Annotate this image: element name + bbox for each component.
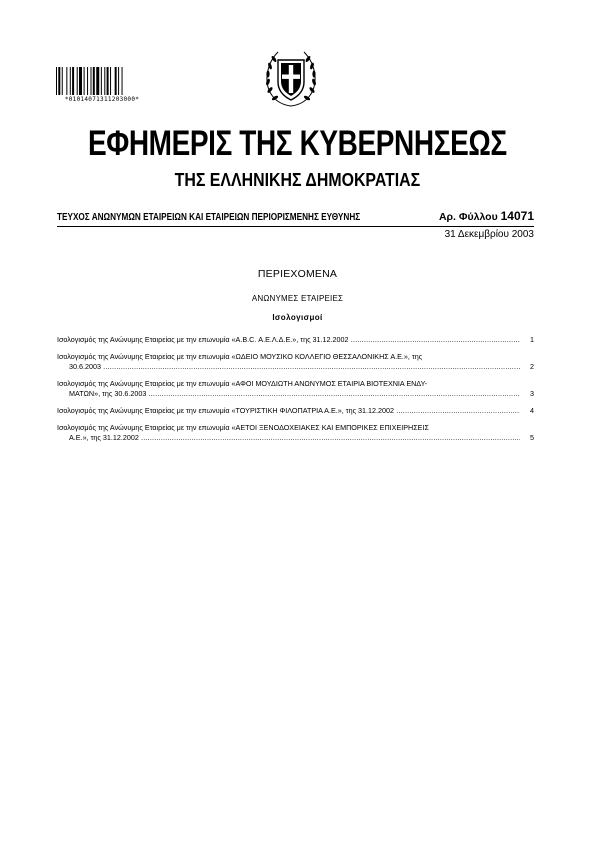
toc-entry-page: 5: [524, 433, 534, 443]
issue-type: ΤΕΥΧΟΣ ΑΝΩΝΥΜΩΝ ΕΤΑΙΡΕΙΩΝ ΚΑΙ ΕΤΑΙΡΕΙΩΝ ΠΕΡΙΟΡΙΣΜΕΝΗΣ ΕΥΘΥΝΗΣ: [57, 212, 361, 223]
barcode: [56, 67, 148, 95]
toc-entry-text: Ισολογισμός της Ανώνυμης Εταιρείας με την επωνυμία «Α.Β.C. Α.Ε.Λ.Δ.Ε.», της 31.12.2002 .....: [57, 335, 520, 345]
sheet-number: 14071: [500, 209, 534, 223]
barcode-bar: [110, 67, 111, 95]
barcode-bar: [93, 67, 95, 95]
table-of-contents: [57, 335, 534, 450]
toc-entry-page: 4: [524, 406, 534, 416]
barcode-bar: [58, 67, 60, 95]
toc-entry[interactable]: [57, 335, 534, 345]
toc-entry-page: 2: [524, 362, 534, 372]
toc-entry[interactable]: [57, 423, 534, 443]
toc-entry-text: Ισολογισμός της Ανώνυμης Εταιρείας με την επωνυμία «ΩΔΕΙΟ ΜΟΥΣΙΚΟ ΚΟΛΛΕΓΙΟ ΘΕΣΣΑΛΟΝΙΚΗΣ Α.Ε.», της: [57, 352, 423, 361]
contents-title: ΠΕΡΙΕΧΟΜΕΝΑ: [257, 268, 338, 280]
issue-header: [57, 209, 534, 223]
subsection-title: Ισολογισμοί: [272, 313, 323, 322]
barcode-number: *01014071311203000*: [64, 96, 140, 103]
barcode-bar: [66, 67, 67, 95]
barcode-bar: [122, 67, 123, 95]
barcode-bar: [96, 67, 99, 95]
toc-entry-text: Ισολογισμός της Ανώνυμης Εταιρείας με την επωνυμία «ΤΟΥΡΙΣΤΙΚΗ ΦΙΛΟΠΑΤΡΙΑ Α.Ε.», της 31.12.2002 .....: [57, 406, 520, 416]
barcode-bar: [72, 67, 74, 95]
section-title: ΑΝΩΝΥΜΕΣ ΕΤΑΙΡΕΙΕΣ: [251, 294, 344, 303]
barcode-bar: [115, 67, 117, 95]
sheet-number-block: [439, 209, 534, 223]
sheet-label: Αρ. Φύλλου: [438, 211, 498, 223]
barcode-bar: [62, 67, 63, 95]
toc-entry[interactable]: [57, 379, 534, 399]
toc-entry-page: 1: [524, 335, 534, 345]
barcode-bar: [87, 67, 88, 95]
barcode-bar: [70, 67, 71, 95]
toc-entry[interactable]: [57, 352, 534, 372]
issue-date: 31 Δεκεμβρίου 2003: [444, 229, 534, 240]
barcode-bar: [84, 67, 85, 95]
barcode-bar: [101, 67, 102, 95]
barcode-bar: [104, 67, 105, 95]
toc-entry-page: 3: [524, 389, 534, 399]
toc-entry-text: Ισολογισμός της Ανώνυμης Εταιρείας με την επωνυμία «ΑΕΤΟΙ ΞΕΝΟΔΟΧΕΙΑΚΕΣ ΚΑΙ ΕΜΠΟΡΙΚΕΣ ΕΠΙΧΕΙΡΗΣΕΙΣ: [57, 423, 429, 432]
barcode-bar: [118, 67, 119, 95]
toc-entry-text-continued: Α.Ε.», της 31.12.2002 .....: [57, 433, 520, 443]
barcode-bar: [91, 67, 92, 95]
greek-coat-of-arms-emblem: [261, 46, 321, 110]
barcode-bar: [107, 67, 109, 95]
barcode-bar: [77, 67, 78, 95]
gazette-title: ΕΦΗΜΕΡΙΣ ΤΗΣ ΚΥΒΕΡΝΗΣΕΩΣ: [87, 124, 507, 163]
gazette-subtitle: ΤΗΣ ΕΛΛΗΝΙΚΗΣ ΔΗΜΟΚΡΑΤΙΑΣ: [174, 169, 421, 190]
header-divider: [57, 226, 534, 227]
barcode-bar: [56, 67, 57, 95]
toc-entry-text: Ισολογισμός της Ανώνυμης Εταιρείας με την επωνυμία «ΑΦΟΙ ΜΟΥΔΙΩΤΗ ΑΝΩΝΥΜΟΣ ΕΤΑΙΡΙΑ ΒΙΟΤΕΧΝΙΑ ΕΝΔΥ-: [57, 379, 428, 388]
toc-entry-text-continued: 30.6.2003 .....: [57, 362, 520, 372]
toc-entry[interactable]: [57, 406, 534, 416]
barcode-bar: [79, 67, 82, 95]
toc-entry-text-continued: ΜΑΤΩΝ», της 30.6.2003 .....: [57, 389, 520, 399]
